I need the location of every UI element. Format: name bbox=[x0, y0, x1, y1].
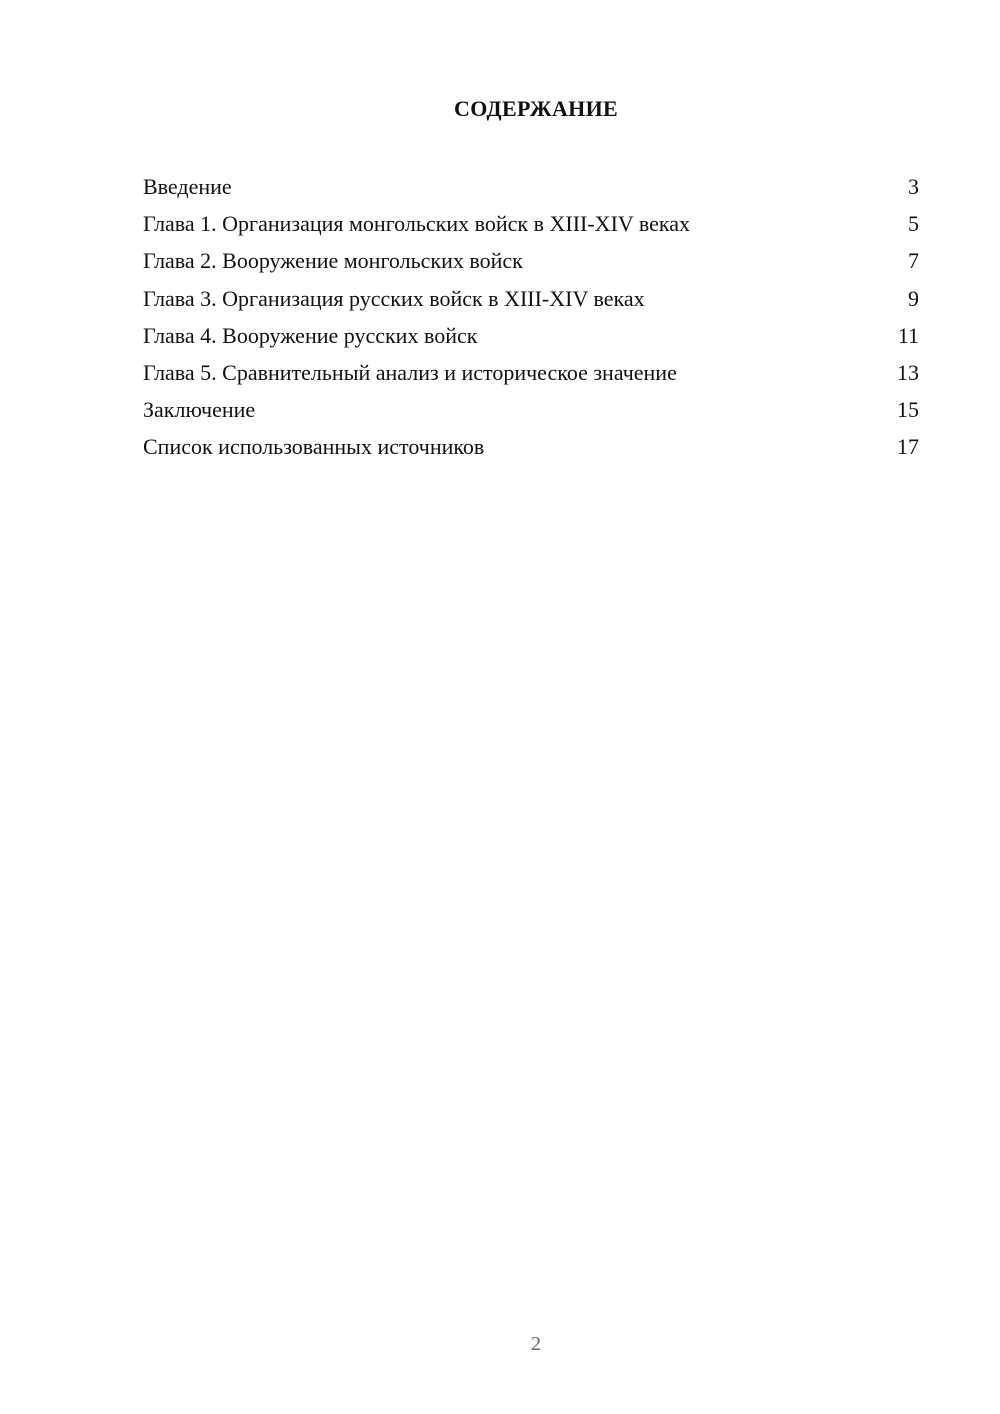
toc-title: СОДЕРЖАНИЕ bbox=[454, 96, 618, 121]
toc-entry-page: 17 bbox=[897, 434, 919, 460]
toc-list bbox=[143, 168, 919, 466]
toc-entry-label: Глава 4. Вооружение русских войск bbox=[143, 322, 478, 348]
toc-entry-label: Глава 1. Организация монгольских войск в XIII-XIV веках bbox=[143, 211, 691, 237]
toc-entry-label: Глава 2. Вооружение монгольских войск bbox=[143, 248, 523, 274]
toc-entry-page: 5 bbox=[908, 211, 919, 237]
toc-entry-chapter-1[interactable] bbox=[143, 205, 919, 242]
toc-entry-page: 11 bbox=[897, 322, 919, 348]
toc-entry-references[interactable] bbox=[143, 428, 919, 465]
toc-entry-page: 7 bbox=[908, 248, 919, 274]
toc-entry-label: Глава 3. Организация русских войск в XIII-XIV веках bbox=[143, 285, 645, 311]
toc-entry-page: 15 bbox=[897, 397, 919, 423]
toc-entry-page: 13 bbox=[897, 359, 919, 385]
toc-entry-label: Заключение bbox=[143, 397, 256, 423]
toc-entry-chapter-2[interactable] bbox=[143, 242, 919, 279]
toc-entry-label: Введение bbox=[143, 174, 232, 199]
toc-entry-conclusion[interactable] bbox=[143, 391, 919, 428]
toc-entry-chapter-3[interactable] bbox=[143, 280, 919, 317]
toc-entry-label: Глава 5. Сравнительный анализ и историческое значение bbox=[143, 359, 677, 385]
page-number: 2 bbox=[531, 1333, 541, 1355]
toc-entry-chapter-5[interactable] bbox=[143, 354, 919, 391]
toc-entry-chapter-4[interactable] bbox=[143, 317, 919, 354]
toc-entry-page: 3 bbox=[908, 174, 919, 199]
toc-entry-introduction[interactable] bbox=[143, 168, 919, 205]
toc-entry-page: 9 bbox=[908, 285, 919, 311]
toc-entry-label: Список использованных источников bbox=[143, 434, 485, 460]
